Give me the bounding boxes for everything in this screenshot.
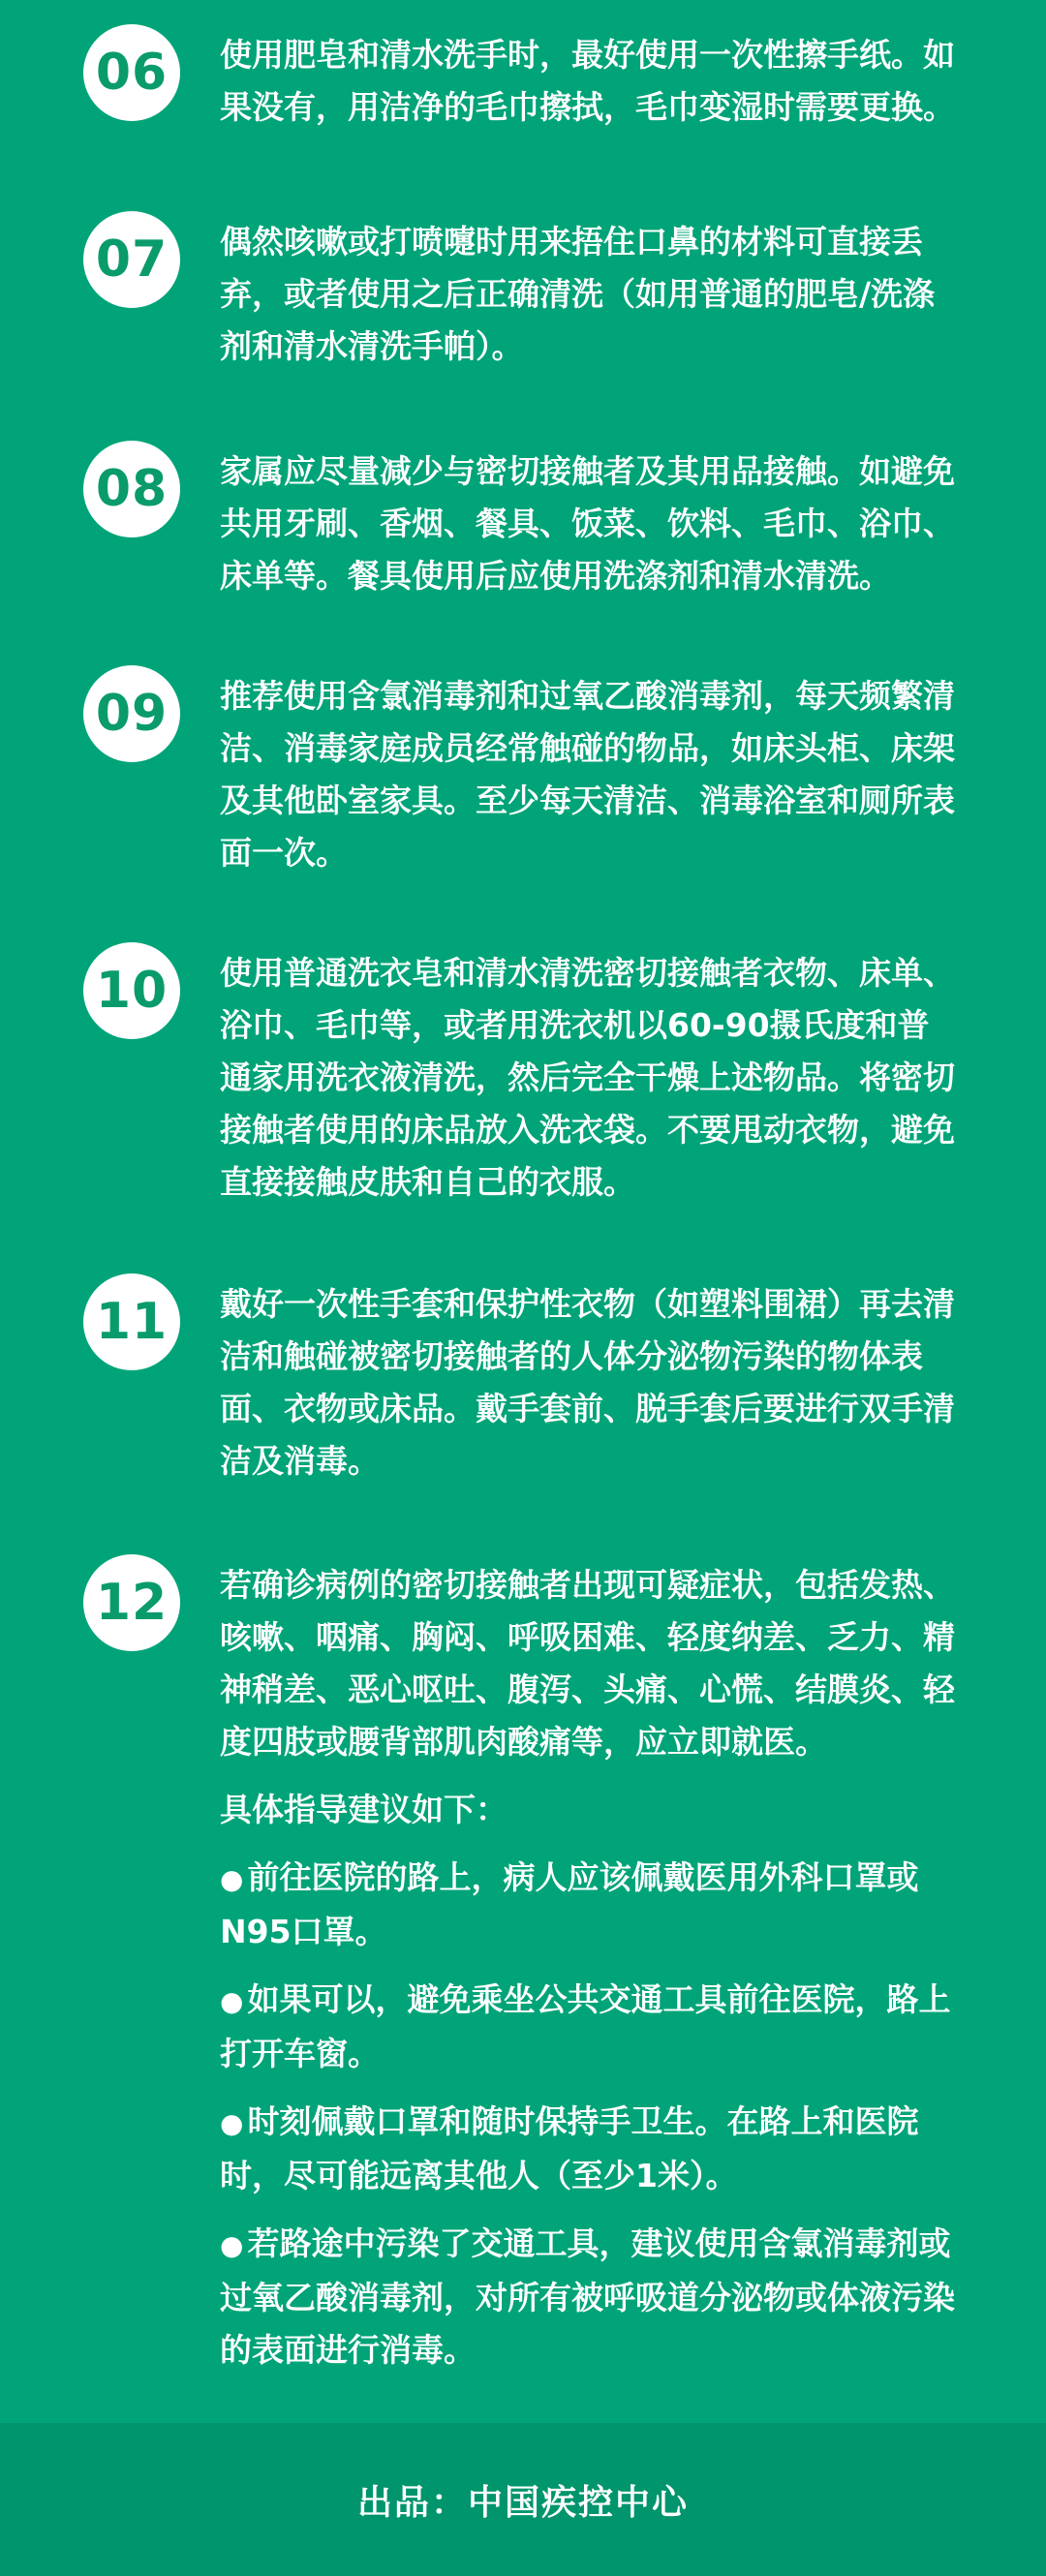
section-paragraph: 若确诊病例的密切接触者出现可疑症状，包括发热、咳嗽、咽痛、胸闷、呼吸困难、轻度纳差、乏力、精神稍差、恶心呕吐、腹泻、头痛、心慌、结膜炎、轻度四肢或腰背部肌肉酸痛等，应立即就医。	[220, 1566, 955, 1761]
section-10-text	[220, 947, 959, 1209]
step-number-label: 07	[95, 230, 169, 289]
step-number-label: 08	[95, 460, 169, 518]
bullet-text: 若路途中污染了交通工具，建议使用含氯消毒剂或过氧乙酸消毒剂，对所有被呼吸道分泌物或体液污染的表面进行消毒。	[220, 2224, 955, 2369]
step-number-label: 10	[95, 962, 169, 1020]
guidance-bullet	[220, 1852, 959, 1958]
step-number-badge	[83, 211, 180, 308]
bullet-icon: ●	[220, 2107, 244, 2139]
step-number-label: 12	[95, 1574, 169, 1632]
guidance-bullet	[220, 2218, 959, 2377]
step-number-label: 06	[95, 44, 169, 102]
guidance-subheading: 具体指导建议如下：	[220, 1791, 508, 1828]
footer-credit-text: 出品：中国疾控中心	[356, 2482, 689, 2523]
footer-band	[0, 2423, 1046, 2576]
step-number-badge	[83, 24, 180, 121]
section-06-text	[220, 29, 959, 134]
step-number-badge	[83, 1273, 180, 1370]
bullet-text: 如果可以，避免乘坐公共交通工具前往医院，路上打开车窗。	[220, 1980, 951, 2072]
bullet-icon: ●	[220, 2229, 244, 2261]
section-07-text	[220, 216, 959, 373]
section-paragraph: 偶然咳嗽或打喷嚏时用来捂住口鼻的材料可直接丢弃，或者使用之后正确清洗（如用普通的肥皂/洗涤剂和清水清洗手帕）。	[220, 223, 936, 365]
bullet-icon: ●	[220, 1985, 244, 2017]
step-number-badge	[83, 665, 180, 762]
step-number-label: 09	[95, 685, 169, 743]
section-12-text	[220, 1559, 959, 2377]
bullet-text: 前往医院的路上，病人应该佩戴医用外科口罩或N95口罩。	[220, 1858, 919, 1950]
step-number-label: 11	[95, 1293, 169, 1351]
section-11-text	[220, 1278, 959, 1487]
bullet-text: 时刻佩戴口罩和随时保持手卫生。在路上和医院时，尽可能远离其他人（至少1米）。	[220, 2102, 919, 2194]
step-number-badge	[83, 441, 180, 537]
section-paragraph: 推荐使用含氯消毒剂和过氧乙酸消毒剂，每天频繁清洁、消毒家庭成员经常触碰的物品，如床头柜、床架及其他卧室家具。至少每天清洁、消毒浴室和厕所表面一次。	[220, 677, 955, 872]
step-number-badge	[83, 942, 180, 1039]
step-number-badge	[83, 1554, 180, 1651]
guidance-bullet	[220, 1974, 959, 2080]
section-paragraph: 使用普通洗衣皂和清水清洗密切接触者衣物、床单、浴巾、毛巾等，或者用洗衣机以60-90摄氏度和普通家用洗衣液清洗，然后完全干燥上述物品。将密切接触者使用的床品放入洗衣袋。不要甩动衣物，避免直接接触皮肤和自己的衣服。	[220, 954, 955, 1201]
section-09-text	[220, 670, 959, 879]
section-paragraph: 戴好一次性手套和保护性衣物（如塑料围裙）再去清洁和触碰被密切接触者的人体分泌物污染的物体表面、衣物或床品。戴手套前、脱手套后要进行双手清洁及消毒。	[220, 1285, 955, 1480]
section-paragraph: 使用肥皂和清水洗手时，最好使用一次性擦手纸。如果没有，用洁净的毛巾擦拭，毛巾变湿时需要更换。	[220, 36, 955, 126]
bullet-icon: ●	[220, 1863, 244, 1895]
guidance-bullet	[220, 2096, 959, 2202]
section-paragraph: 家属应尽量减少与密切接触者及其用品接触。如避免共用牙刷、香烟、餐具、饭菜、饮料、毛巾、浴巾、床单等。餐具使用后应使用洗涤剂和清水清洗。	[220, 452, 955, 595]
section-08-text	[220, 445, 959, 602]
